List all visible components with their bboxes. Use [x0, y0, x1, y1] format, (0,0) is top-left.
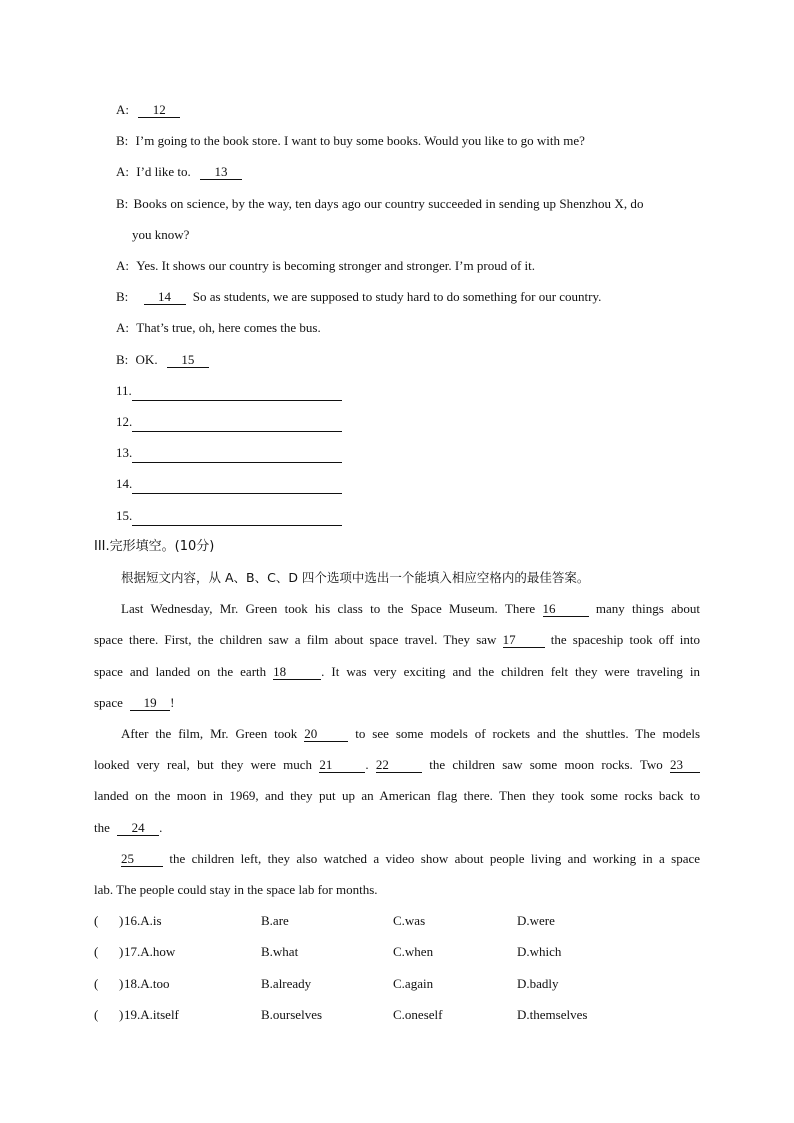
speaker-label: A: — [116, 258, 129, 273]
passage-text: After the film, Mr. Green took — [121, 726, 298, 741]
dialogue-line-6 — [116, 257, 535, 275]
passage-line — [94, 631, 700, 649]
blank-16: 16 — [543, 601, 589, 617]
answer-number: 13. — [116, 445, 133, 460]
option-b: B.already — [261, 976, 312, 991]
blank-21: 21 — [319, 757, 365, 773]
dialogue-text: you know? — [132, 227, 190, 242]
option-c: C.was — [393, 913, 426, 928]
blank-22: 22 — [376, 757, 422, 773]
passage-text: . It was very exciting and the children felt they were traveling in — [321, 664, 701, 679]
answer-number: 15. — [116, 508, 133, 523]
dialogue-text: OK. — [135, 352, 158, 367]
blank-19: 19 — [130, 695, 170, 711]
dialogue-line-8 — [116, 319, 321, 337]
section-title: III.完形填空。(10分) — [94, 539, 215, 554]
passage-text: the spaceship took off into — [550, 632, 701, 647]
blank-14: 14 — [144, 289, 186, 305]
dialogue-line-5 — [132, 226, 189, 244]
answer-blank[interactable] — [132, 475, 342, 494]
section-instruction: 根据短文内容，从 A、B、C、D 四个选项中选出一个能填入相应空格内的最佳答案。 — [121, 570, 590, 585]
speaker-label: A: — [116, 320, 129, 335]
blank-12: 12 — [138, 102, 180, 118]
answer-paren-open[interactable]: ( — [94, 913, 99, 928]
option-d: D.were — [517, 913, 555, 928]
answer-paren-close: ) — [119, 1007, 124, 1022]
passage-line — [121, 600, 700, 618]
option-d: D.which — [517, 944, 562, 959]
answer-blank[interactable] — [132, 507, 342, 526]
option-a: 16.A.is — [124, 913, 162, 928]
passage-text: landed on the moon in 1969, and they put up an American flag there. Then they took some rocks back to — [94, 788, 700, 803]
answer-line-15 — [116, 507, 342, 526]
passage-text: to see some models of rockets and the shuttles. The models — [355, 726, 701, 741]
passage-text: space there. First, the children saw a film about space travel. They saw — [94, 632, 497, 647]
passage-line — [94, 756, 700, 774]
answer-blank[interactable] — [132, 382, 342, 401]
passage-text: lab. The people could stay in the space lab for months. — [94, 882, 378, 897]
passage-line — [121, 725, 700, 743]
dialogue-text: So as students, we are supposed to study hard to do something for our country. — [192, 289, 602, 304]
passage-line — [94, 694, 174, 712]
answer-blank[interactable] — [132, 413, 342, 432]
dialogue-text: I’m going to the book store. I want to buy some books. Would you like to go with me? — [135, 133, 585, 148]
dialogue-line-3 — [116, 163, 242, 181]
dialogue-text: Yes. It shows our country is becoming stronger and stronger. I’m proud of it. — [136, 258, 535, 273]
dialogue-text: That’s true, oh, here comes the bus. — [136, 320, 321, 335]
answer-number: 11. — [116, 383, 132, 398]
speaker-label: B: — [116, 196, 129, 211]
answer-number: 14. — [116, 476, 133, 491]
passage-text: ! — [170, 695, 175, 710]
passage-text: looked very real, but they were much — [94, 757, 313, 772]
passage-text: the — [94, 820, 110, 835]
passage-text: . — [365, 757, 369, 772]
passage-text: . — [159, 820, 163, 835]
option-c: C.again — [393, 976, 434, 991]
answer-paren-open[interactable]: ( — [94, 944, 99, 959]
passage-text: the children saw some moon rocks. Two — [429, 757, 663, 772]
dialogue-line-2 — [116, 132, 585, 150]
answer-line-13 — [116, 444, 342, 463]
answer-paren-close: ) — [119, 944, 124, 959]
option-a: 17.A.how — [124, 944, 176, 959]
speaker-label: A: — [116, 164, 129, 179]
passage-line — [121, 850, 700, 868]
answer-paren-close: ) — [119, 913, 124, 928]
option-a: 18.A.too — [124, 976, 170, 991]
option-b: B.ourselves — [261, 1007, 323, 1022]
passage-line — [94, 881, 378, 899]
passage-line — [94, 819, 162, 837]
option-b: B.what — [261, 944, 299, 959]
speaker-label: B: — [116, 133, 129, 148]
option-d: D.badly — [517, 976, 559, 991]
answer-paren-open[interactable]: ( — [94, 1007, 99, 1022]
passage-line — [94, 787, 700, 805]
blank-17: 17 — [503, 632, 545, 648]
blank-24: 24 — [117, 820, 159, 836]
blank-13: 13 — [200, 164, 242, 180]
passage-text: the children left, they also watched a video show about people living and working in a space — [169, 851, 701, 866]
speaker-label: B: — [116, 352, 129, 367]
answer-blank[interactable] — [132, 444, 342, 463]
dialogue-line-1 — [116, 101, 180, 119]
passage-text: Last Wednesday, Mr. Green took his class to the Space Museum. There — [121, 601, 536, 616]
answer-paren-close: ) — [119, 976, 124, 991]
dialogue-line-7 — [116, 288, 601, 306]
answer-line-14 — [116, 475, 342, 494]
answer-number: 12. — [116, 414, 133, 429]
option-d: D.themselves — [517, 1007, 588, 1022]
option-b: B.are — [261, 913, 289, 928]
passage-line — [94, 663, 700, 681]
option-c: C.oneself — [393, 1007, 443, 1022]
dialogue-text: I’d like to. — [136, 164, 191, 179]
speaker-label: B: — [116, 289, 129, 304]
blank-20: 20 — [304, 726, 348, 742]
dialogue-line-9 — [116, 351, 209, 369]
blank-18: 18 — [273, 664, 321, 680]
answer-paren-open[interactable]: ( — [94, 976, 99, 991]
dialogue-line-4 — [116, 195, 644, 213]
option-a: 19.A.itself — [124, 1007, 179, 1022]
blank-23: 23 — [670, 757, 700, 773]
option-c: C.when — [393, 944, 434, 959]
dialogue-text: Books on science, by the way, ten days ago our country succeeded in sending up Shenzhou X, do — [133, 196, 644, 211]
speaker-label: A: — [116, 102, 129, 117]
passage-text: space and landed on the earth — [94, 664, 267, 679]
passage-text: many things about — [595, 601, 701, 616]
blank-15: 15 — [167, 352, 209, 368]
passage-text: space — [94, 695, 123, 710]
blank-25: 25 — [121, 851, 163, 867]
answer-line-11 — [116, 382, 342, 401]
answer-line-12 — [116, 413, 342, 432]
